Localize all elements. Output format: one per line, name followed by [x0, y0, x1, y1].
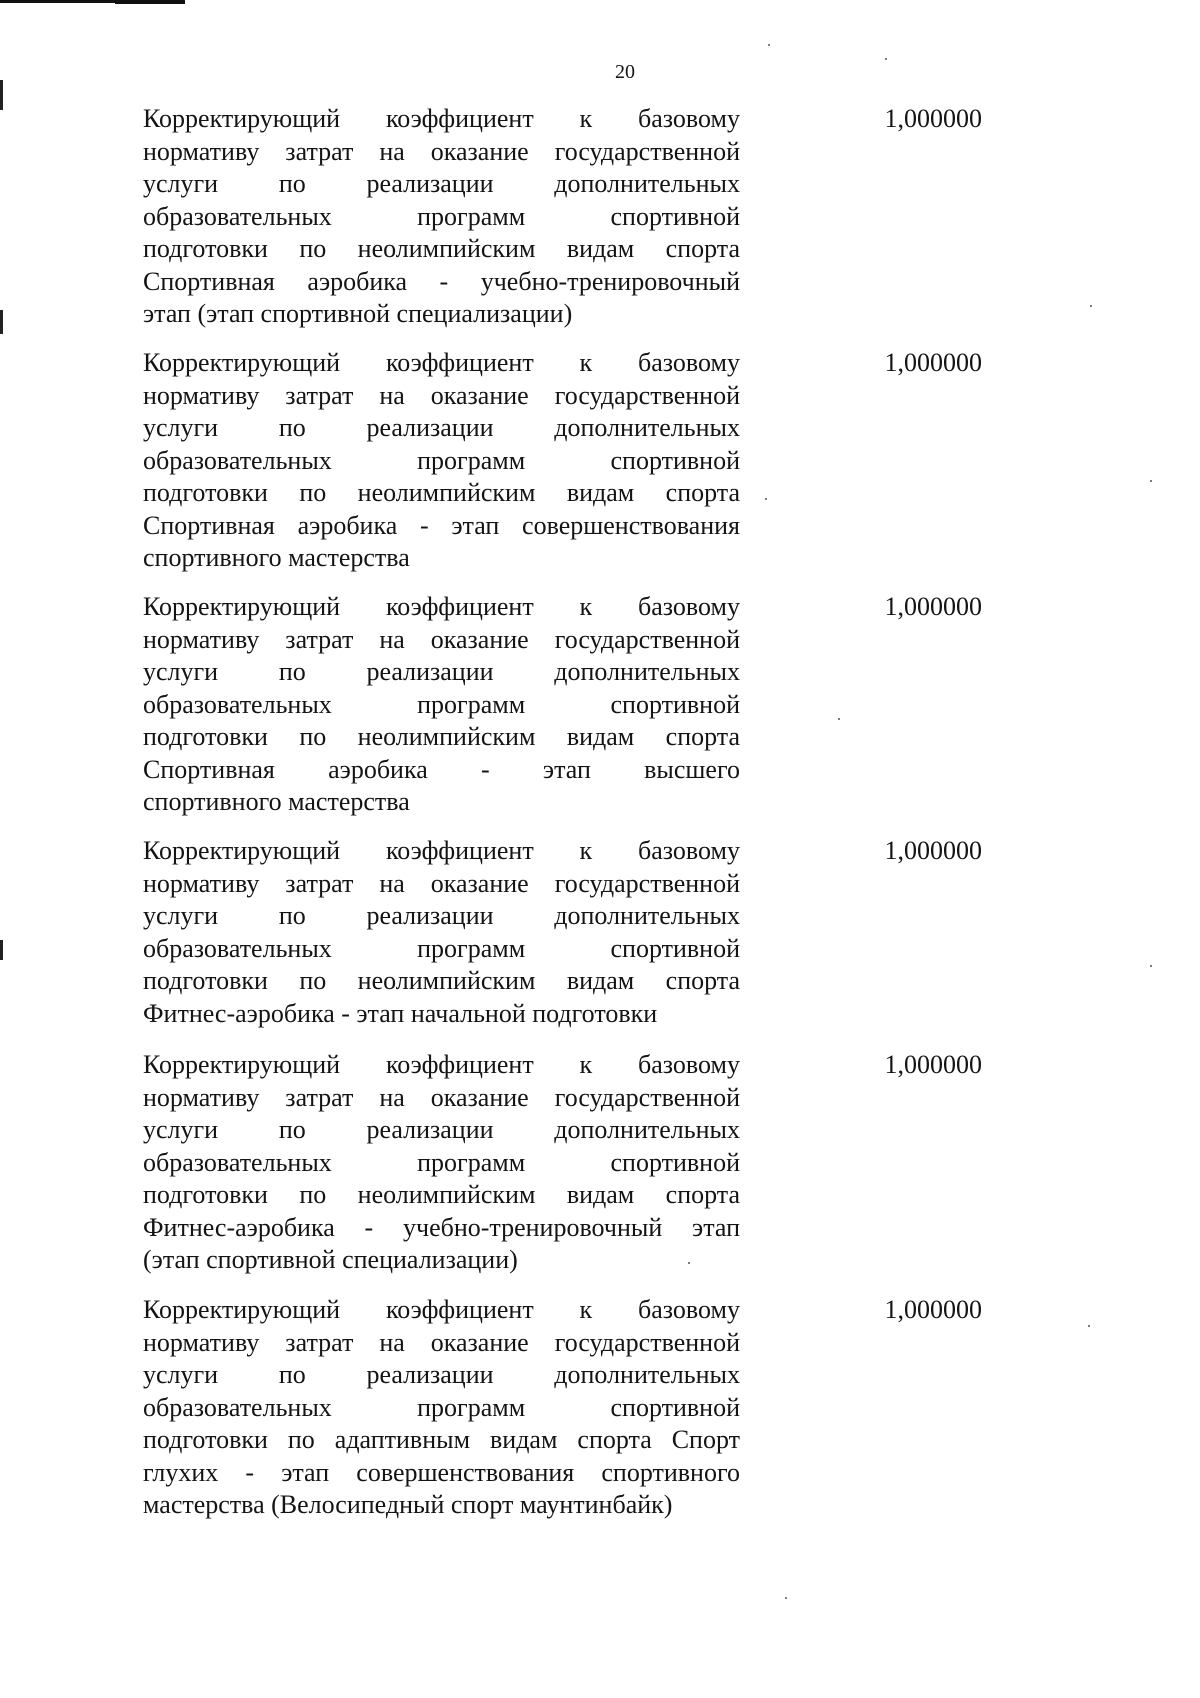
- coefficient-value: 1,000000: [884, 348, 982, 377]
- description-line: Корректирующий коэффициент к базовому: [143, 1050, 740, 1079]
- coefficient-description: [143, 1294, 740, 1522]
- coefficient-value: 1,000000: [884, 104, 982, 133]
- description-line: Корректирующий коэффициент к базовому: [143, 836, 740, 865]
- description-line: Спортивная аэробика - этап совершенствования: [143, 510, 740, 540]
- description-line: услуги по реализации дополнительных: [143, 901, 740, 930]
- description-line: услуги по реализации дополнительных: [143, 657, 740, 686]
- description-line: Спортивная аэробика - этап высшего: [143, 754, 740, 784]
- description-line: услуги по реализации дополнительных: [143, 169, 740, 198]
- description-line: подготовки по неолимпийским видам спорта: [143, 234, 740, 263]
- scan-left-edge-mark: [0, 80, 3, 110]
- description-line: нормативу затрат на оказание государственной: [143, 136, 740, 166]
- page-number: 20: [615, 61, 635, 83]
- description-line: Фитнес-аэробика - учебно-тренировочный этап: [143, 1212, 740, 1242]
- description-line: глухих - этап совершенствования спортивного: [143, 1457, 740, 1487]
- description-line: Корректирующий коэффициент к базовому: [143, 592, 740, 621]
- description-line: образовательных программ спортивной: [143, 445, 740, 475]
- scan-left-edge-mark: [0, 940, 3, 960]
- scan-speck: [1090, 305, 1092, 307]
- description-line: образовательных программ спортивной: [143, 201, 740, 231]
- description-line: мастерства (Велосипедный спорт маунтинбайк): [143, 1490, 673, 1519]
- description-line: Корректирующий коэффициент к базовому: [143, 1295, 740, 1324]
- description-line: нормативу затрат на оказание государственной: [143, 380, 740, 410]
- description-line: (этап спортивной специализации): [143, 1245, 518, 1274]
- description-line: образовательных программ спортивной: [143, 1147, 740, 1177]
- scan-speck: [1150, 480, 1152, 482]
- description-line: нормативу затрат на оказание государственной: [143, 1327, 740, 1357]
- description-line: образовательных программ спортивной: [143, 933, 740, 963]
- description-line: услуги по реализации дополнительных: [143, 1115, 740, 1144]
- scan-speck: [838, 718, 840, 720]
- description-line: образовательных программ спортивной: [143, 689, 740, 719]
- description-line: нормативу затрат на оказание государственной: [143, 1082, 740, 1112]
- coefficient-description: [143, 103, 740, 331]
- description-line: услуги по реализации дополнительных: [143, 1360, 740, 1389]
- description-line: подготовки по адаптивным видам спорта Спорт: [143, 1425, 740, 1454]
- description-line: Спортивная аэробика - учебно-тренировочный: [143, 266, 740, 296]
- coefficient-value: 1,000000: [884, 1050, 982, 1079]
- description-line: нормативу затрат на оказание государственной: [143, 624, 740, 654]
- description-line: Фитнес-аэробика - этап начальной подготовки: [143, 998, 658, 1028]
- scan-speck: [785, 1597, 787, 1599]
- description-line: спортивного мастерства: [143, 543, 410, 572]
- scan-speck: [768, 44, 770, 46]
- scan-top-rule-thick: [115, 0, 185, 4]
- coefficient-value: 1,000000: [884, 836, 982, 865]
- description-line: спортивного мастерства: [143, 787, 410, 816]
- coefficient-description: [143, 591, 740, 819]
- coefficient-value: 1,000000: [884, 592, 982, 621]
- description-line: Корректирующий коэффициент к базовому: [143, 104, 740, 133]
- description-line: подготовки по неолимпийским видам спорта: [143, 722, 740, 751]
- scan-left-edge-mark: [0, 310, 3, 334]
- scan-speck: [1150, 965, 1152, 967]
- description-line: образовательных программ спортивной: [143, 1392, 740, 1422]
- description-line: Корректирующий коэффициент к базовому: [143, 348, 740, 377]
- coefficient-value: 1,000000: [884, 1295, 982, 1324]
- description-line: подготовки по неолимпийским видам спорта: [143, 1180, 740, 1209]
- scan-speck: [765, 498, 767, 500]
- description-line: нормативу затрат на оказание государственной: [143, 868, 740, 898]
- coefficient-description: [143, 347, 740, 575]
- coefficient-description: [143, 1049, 740, 1277]
- description-line: этап (этап спортивной специализации): [143, 299, 573, 328]
- description-line: подготовки по неолимпийским видам спорта: [143, 966, 740, 995]
- scan-speck: [1088, 1325, 1090, 1327]
- description-line: услуги по реализации дополнительных: [143, 413, 740, 442]
- coefficient-description: [143, 835, 740, 1030]
- description-line: подготовки по неолимпийским видам спорта: [143, 478, 740, 507]
